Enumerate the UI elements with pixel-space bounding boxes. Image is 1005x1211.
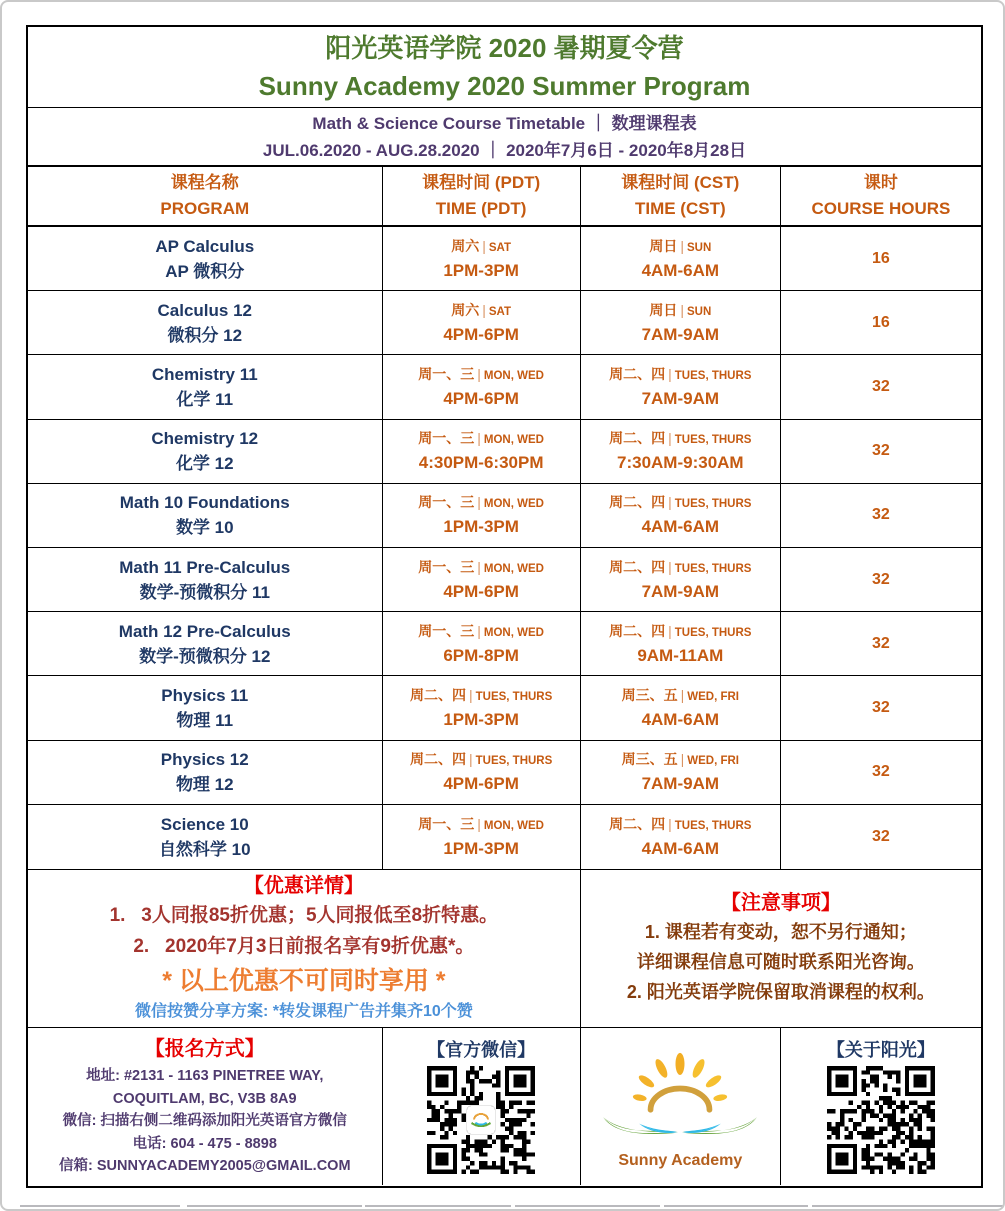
registration-address-2: COQUITLAM, BC, V3B 8A9 xyxy=(112,1090,297,1107)
cst-time-cell xyxy=(581,484,781,547)
document-title-block xyxy=(28,27,981,108)
course-hours-cell xyxy=(781,548,981,611)
course-name-en: Chemistry 12 xyxy=(151,429,259,449)
header-course-hours-zh: 课时 xyxy=(863,173,898,192)
table-row xyxy=(28,484,981,548)
discount-highlight: * 以上优惠不可同时享用 * xyxy=(162,967,446,996)
course-hours: 32 xyxy=(872,570,890,588)
day-separator: | xyxy=(468,686,473,703)
next-table-border-segment xyxy=(20,1205,180,1207)
cst-time-cell xyxy=(581,805,781,869)
course-hours-cell xyxy=(781,420,981,483)
cst-days: 周三、五 | WED, FRI xyxy=(621,751,739,768)
course-name-en: AP Calculus xyxy=(155,236,255,256)
day-separator: | xyxy=(482,301,486,318)
day-separator: | xyxy=(680,237,684,254)
cst-time-cell xyxy=(581,420,781,483)
discount-title: 【优惠详情】 xyxy=(243,875,364,898)
course-hours: 32 xyxy=(872,634,890,652)
pdt-time-cell xyxy=(383,420,581,483)
table-row xyxy=(28,227,981,291)
wechat-qr-code xyxy=(427,1066,535,1174)
course-hours-cell xyxy=(781,227,981,290)
pdt-time-cell xyxy=(383,291,581,354)
course-name-zh: 化学 11 xyxy=(176,389,234,409)
cst-time-cell xyxy=(581,291,781,354)
course-name-zh: 物理 11 xyxy=(176,710,234,730)
header-time-cst-zh: 课程时间 (CST) xyxy=(621,173,740,192)
cst-days: 周二、四 | TUES, THURS xyxy=(609,558,752,575)
cst-days: 周二、四 | TUES, THURS xyxy=(609,365,752,382)
logo-box xyxy=(581,1028,781,1185)
cst-time: 9AM-11AM xyxy=(637,645,724,665)
pdt-days: 周二、四 | TUES, THURS xyxy=(409,686,553,703)
day-separator: | xyxy=(668,622,672,639)
next-table-border-segment xyxy=(664,1205,808,1207)
cst-time: 4AM-6AM xyxy=(641,838,720,858)
about-box xyxy=(781,1028,981,1185)
course-name-cell xyxy=(28,805,383,869)
about-qr-code xyxy=(827,1066,935,1174)
cst-days: 周二、四 | TUES, THURS xyxy=(609,430,752,447)
day-separator: | xyxy=(680,301,684,318)
notices-box xyxy=(581,870,981,1027)
cst-days: 周三、五 | WED, FRI xyxy=(621,686,739,703)
pdt-time-cell xyxy=(383,227,581,290)
pdt-time: 4PM-6PM xyxy=(443,324,519,344)
subtitle-timetable: Math & Science Course Timetable ｜ 数理课程表 xyxy=(312,113,697,133)
course-name-cell xyxy=(28,741,383,804)
course-name-cell xyxy=(28,291,383,354)
next-table-border-segment xyxy=(187,1205,362,1207)
cst-time: 7:30AM-9:30AM xyxy=(617,453,744,473)
course-hours-cell xyxy=(781,676,981,739)
title-en: Sunny Academy 2020 Summer Program xyxy=(258,71,751,101)
day-separator: | xyxy=(668,430,672,447)
timetable-document xyxy=(26,25,983,1188)
notices-title: 【注意事项】 xyxy=(720,892,841,915)
discount-item-2: 2. 2020年7月3日前报名享有9折优惠*。 xyxy=(133,936,475,958)
pdt-time: 6PM-8PM xyxy=(443,645,519,665)
notice-line-3: 2. 阳光英语学院保留取消课程的权利。 xyxy=(626,982,935,1003)
pdt-time-cell xyxy=(383,548,581,611)
header-program-en: PROGRAM xyxy=(160,199,250,218)
cst-time-cell xyxy=(581,741,781,804)
cst-days: 周二、四 | TUES, THURS xyxy=(609,622,752,639)
course-name-zh: 物理 12 xyxy=(175,775,234,795)
discount-item-1: 1. 3人同报85折优惠；5人同报低至8折特惠。 xyxy=(109,905,499,927)
course-name-en: Math 10 Foundations xyxy=(119,493,290,513)
cst-time-cell xyxy=(581,227,781,290)
course-name-zh: 自然科学 10 xyxy=(158,839,251,859)
course-name-zh: 数学-预微积分 11 xyxy=(139,582,270,602)
day-separator: | xyxy=(477,365,481,382)
contact-section xyxy=(28,1028,981,1185)
notice-line-1: 1. 课程若有变动，恕不另行通知； xyxy=(644,922,917,943)
pdt-time: 1PM-3PM xyxy=(443,517,519,537)
course-name-zh: 数学-预微积分 12 xyxy=(139,646,271,666)
course-hours-cell xyxy=(781,291,981,354)
about-title: 【关于阳光】 xyxy=(826,1040,935,1061)
registration-email: 信箱: SUNNYACADEMY2005@GMAIL.COM xyxy=(58,1158,351,1175)
sunny-academy-logo-icon xyxy=(589,1041,771,1149)
course-name-zh: AP 微积分 xyxy=(165,261,245,281)
pdt-time-cell xyxy=(383,741,581,804)
pdt-days: 周一、三 | MON, WED xyxy=(418,365,544,382)
title-zh: 阳光英语学院 2020 暑期夏令营 xyxy=(325,33,684,63)
table-header-row xyxy=(28,167,981,227)
registration-phone: 电话: 604 - 475 - 8898 xyxy=(132,1135,277,1152)
table-row xyxy=(28,805,981,869)
next-table-border-segment xyxy=(365,1205,511,1207)
cst-time-cell xyxy=(581,676,781,739)
cst-time-cell xyxy=(581,355,781,418)
day-separator: | xyxy=(668,558,672,575)
course-hours-cell xyxy=(781,612,981,675)
course-name-zh: 微积分 12 xyxy=(167,325,243,345)
table-row xyxy=(28,612,981,676)
day-separator: | xyxy=(477,815,481,832)
course-hours: 32 xyxy=(872,377,890,395)
header-program xyxy=(28,167,383,225)
day-separator: | xyxy=(477,622,481,639)
course-name-cell xyxy=(28,227,383,290)
course-name-cell xyxy=(28,420,383,483)
registration-title: 【报名方式】 xyxy=(144,1038,265,1061)
discount-wechat-plan: 微信按赞分享方案: *转发课程广告并集齐10个赞 xyxy=(134,1003,473,1021)
logo-text: Sunny Academy xyxy=(618,1152,743,1170)
course-name-en: Calculus 12 xyxy=(157,300,252,320)
pdt-days: 周一、三 | MON, WED xyxy=(418,815,544,832)
header-program-zh: 课程名称 xyxy=(170,173,239,192)
course-name-cell xyxy=(28,355,383,418)
cst-time: 4AM-6AM xyxy=(641,709,720,729)
table-row xyxy=(28,548,981,612)
course-hours: 32 xyxy=(872,442,890,460)
table-row xyxy=(28,291,981,355)
course-name-en: Science 10 xyxy=(160,814,249,834)
course-name-en: Math 11 Pre-Calculus xyxy=(119,557,291,577)
day-separator: | xyxy=(680,751,685,768)
course-hours: 32 xyxy=(872,698,890,716)
subtitle-dates: JUL.06.2020 - AUG.28.2020 ｜ 2020年7月6日 - 2020年8月28日 xyxy=(262,140,747,160)
cst-time: 7AM-9AM xyxy=(641,581,720,601)
course-name-cell xyxy=(28,676,383,739)
cst-days: 周日 | SUN xyxy=(649,237,712,254)
pdt-days: 周一、三 | MON, WED xyxy=(418,430,544,447)
course-hours: 32 xyxy=(872,827,890,845)
pdt-time: 1PM-3PM xyxy=(443,709,519,729)
pdt-time: 4PM-6PM xyxy=(443,774,519,794)
registration-wechat: 微信: 扫描右侧二维码添加阳光英语官方微信 xyxy=(62,1113,347,1130)
course-hours-cell xyxy=(781,805,981,869)
pdt-time: 1PM-3PM xyxy=(443,838,519,858)
course-name-en: Chemistry 11 xyxy=(151,364,258,384)
header-time-cst xyxy=(581,167,781,225)
cst-days: 周二、四 | TUES, THURS xyxy=(609,815,752,832)
table-row xyxy=(28,741,981,805)
pdt-time: 1PM-3PM xyxy=(443,260,519,280)
course-hours-cell xyxy=(781,484,981,547)
registration-box xyxy=(28,1028,383,1185)
pdt-time-cell xyxy=(383,612,581,675)
day-separator: | xyxy=(477,494,481,511)
cst-time: 4AM-6AM xyxy=(641,517,720,537)
cst-days: 周日 | SUN xyxy=(649,301,712,318)
cst-time: 7AM-9AM xyxy=(641,324,720,344)
day-separator: | xyxy=(468,751,473,768)
pdt-time: 4PM-6PM xyxy=(443,388,519,408)
cst-days: 周二、四 | TUES, THURS xyxy=(609,494,752,511)
header-time-pdt xyxy=(383,167,581,225)
cst-time: 7AM-9AM xyxy=(641,774,720,794)
discount-details-box xyxy=(28,870,581,1027)
course-name-cell xyxy=(28,484,383,547)
course-name-cell xyxy=(28,612,383,675)
day-separator: | xyxy=(668,815,672,832)
course-hours: 16 xyxy=(872,249,890,267)
official-wechat-box xyxy=(383,1028,581,1185)
table-row xyxy=(28,676,981,740)
document-subtitle-block xyxy=(28,108,981,167)
day-separator: | xyxy=(477,558,481,575)
header-time-cst-en: TIME (CST) xyxy=(634,199,726,218)
notice-line-2: 详细课程信息可随时联系阳光咨询。 xyxy=(636,952,925,973)
pdt-time-cell xyxy=(383,805,581,869)
cst-time: 7AM-9AM xyxy=(641,388,720,408)
course-name-zh: 数学 10 xyxy=(175,518,234,538)
pdt-days: 周一、三 | MON, WED xyxy=(418,494,544,511)
course-hours: 32 xyxy=(872,506,890,524)
course-name-en: Physics 11 xyxy=(161,685,249,705)
table-row xyxy=(28,355,981,419)
day-separator: | xyxy=(668,494,672,511)
pdt-time-cell xyxy=(383,676,581,739)
day-separator: | xyxy=(680,686,685,703)
promo-section xyxy=(28,869,981,1028)
pdt-time: 4:30PM-6:30PM xyxy=(418,453,544,473)
course-rows xyxy=(28,227,981,869)
header-course-hours xyxy=(781,167,981,225)
pdt-time-cell xyxy=(383,484,581,547)
course-hours: 16 xyxy=(872,313,890,331)
course-hours-cell xyxy=(781,741,981,804)
day-separator: | xyxy=(668,365,672,382)
day-separator: | xyxy=(482,237,486,254)
pdt-days: 周一、三 | MON, WED xyxy=(418,622,544,639)
registration-address-1: 地址: #2131 - 1163 PINETREE WAY, xyxy=(86,1068,324,1085)
course-name-en: Math 12 Pre-Calculus xyxy=(118,621,291,641)
course-hours: 32 xyxy=(872,763,890,781)
day-separator: | xyxy=(477,430,481,447)
header-course-hours-en: COURSE HOURS xyxy=(811,199,951,218)
course-name-cell xyxy=(28,548,383,611)
next-table-border-segment xyxy=(515,1205,660,1207)
cst-time-cell xyxy=(581,548,781,611)
pdt-days: 周二、四 | TUES, THURS xyxy=(409,751,553,768)
pdt-time-cell xyxy=(383,355,581,418)
course-hours-cell xyxy=(781,355,981,418)
table-row xyxy=(28,420,981,484)
pdt-days: 周六 | SAT xyxy=(451,237,512,254)
course-name-zh: 化学 12 xyxy=(175,454,234,474)
next-table-border-segment xyxy=(812,1205,1005,1207)
cst-time: 4AM-6AM xyxy=(641,260,720,280)
official-wechat-title: 【官方微信】 xyxy=(427,1040,536,1061)
cst-time-cell xyxy=(581,612,781,675)
pdt-time: 4PM-6PM xyxy=(443,581,519,601)
pdt-days: 周一、三 | MON, WED xyxy=(418,558,544,575)
pdt-days: 周六 | SAT xyxy=(451,301,512,318)
course-name-en: Physics 12 xyxy=(160,750,249,770)
header-time-pdt-en: TIME (PDT) xyxy=(435,199,527,218)
header-time-pdt-zh: 课程时间 (PDT) xyxy=(422,173,541,192)
